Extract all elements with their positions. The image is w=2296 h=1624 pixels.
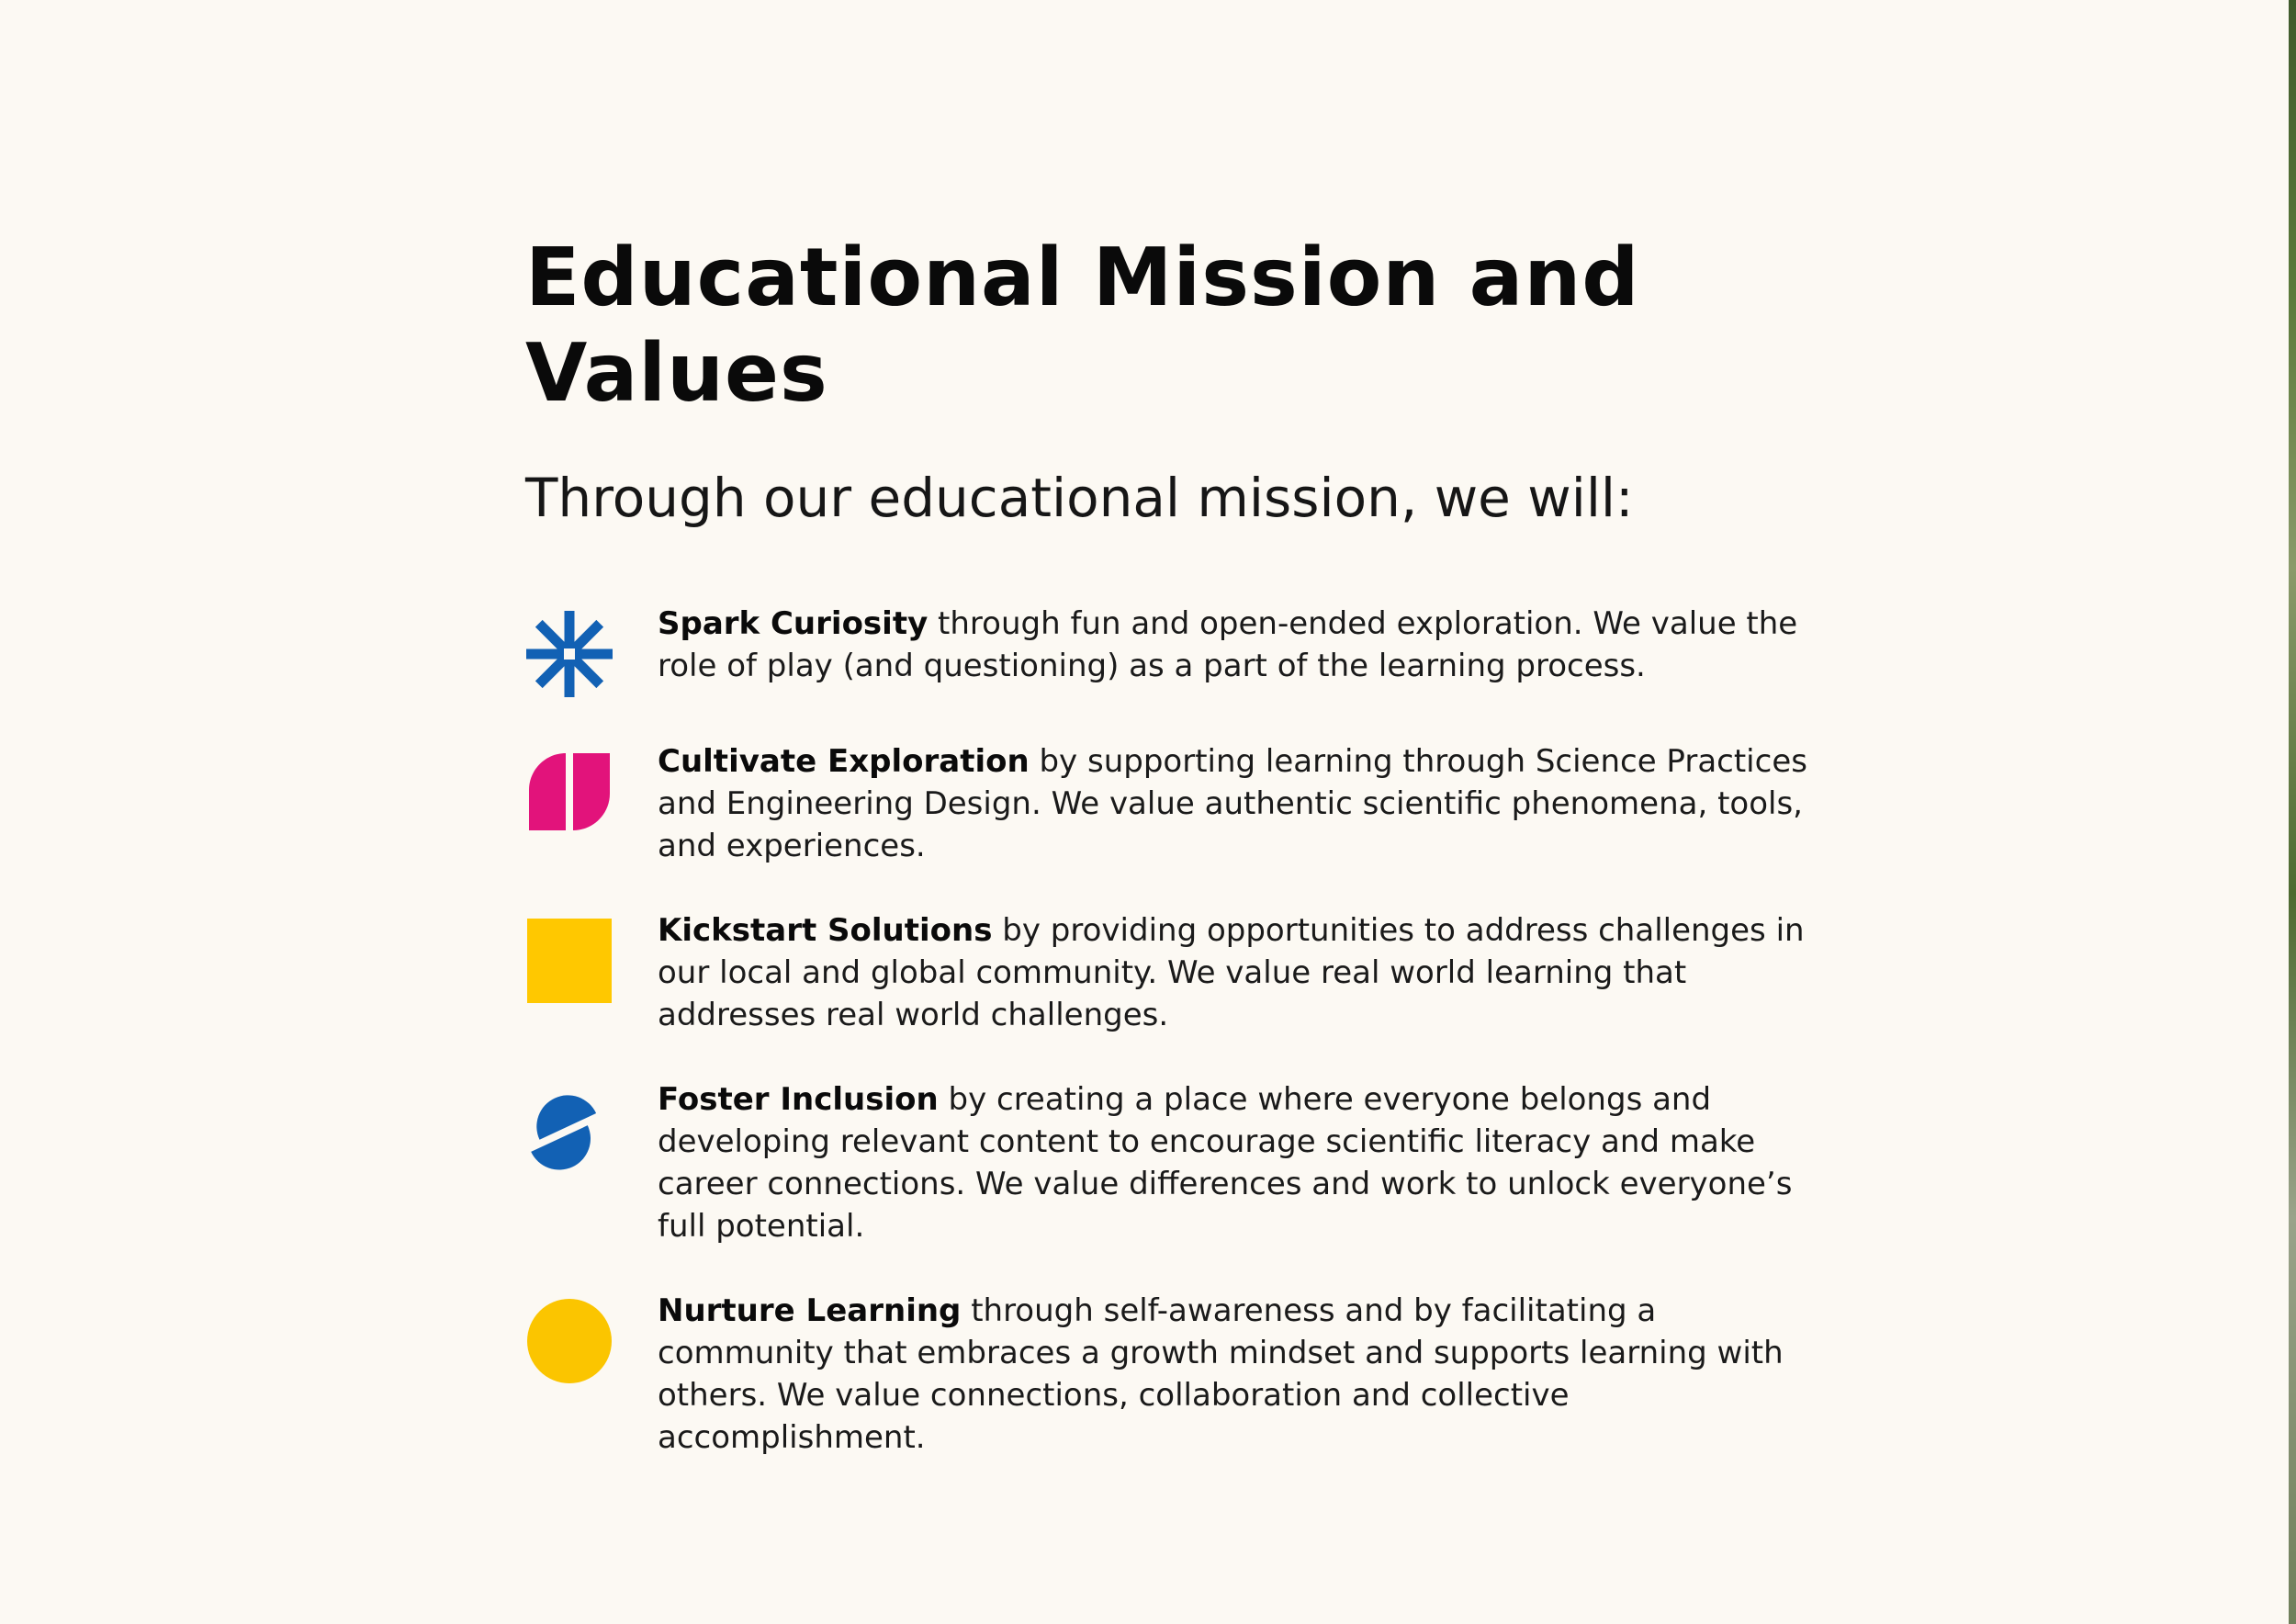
value-title: Nurture Learning <box>658 1292 962 1329</box>
asterisk-icon <box>525 610 613 698</box>
page-title: Educational Mission and Values <box>525 231 1640 420</box>
value-description: by creating a place where everyone belongs and developing relevant content to encourage scientific literacy and make career connections. We value differences and work to unlock everyone’s full potential. <box>658 1081 1793 1245</box>
value-item-cultivate-exploration <box>525 740 1811 867</box>
value-text <box>658 740 1815 867</box>
value-description: through fun and open-ended exploration. We value the role of play (and questioning) as a part of the learning process. <box>658 605 1798 684</box>
value-description: through self-awareness and by facilitating a community that embraces a growth mindset and supports learning with others. We value connections, collaboration and collective accomplishment. <box>658 1292 1784 1456</box>
split-s-icon <box>525 1086 613 1174</box>
mission-content <box>525 230 1811 1501</box>
value-text <box>658 603 1815 687</box>
value-title: Kickstart Solutions <box>658 912 993 949</box>
value-description: by supporting learning through Science Practices and Engineering Design. We value authentic scientific phenomena, tools, and experiences. <box>658 743 1807 864</box>
value-item-kickstart-solutions <box>525 909 1811 1036</box>
value-text <box>658 909 1815 1036</box>
value-text <box>658 1290 1815 1459</box>
value-item-spark-curiosity <box>525 603 1811 698</box>
value-item-nurture-learning <box>525 1290 1811 1459</box>
value-title: Cultivate Exploration <box>658 743 1030 780</box>
value-item-foster-inclusion <box>525 1078 1811 1247</box>
value-text <box>658 1078 1815 1247</box>
value-title: Foster Inclusion <box>658 1081 939 1118</box>
lead-text: Through our educational mission, we will: <box>525 467 1634 529</box>
values-list <box>525 603 1811 1459</box>
value-description: by providing opportunities to address challenges in our local and global community. We value real world learning that addresses real world challenges. <box>658 912 1805 1033</box>
value-title: Spark Curiosity <box>658 605 929 642</box>
split-leaf-icon <box>525 748 613 836</box>
square-icon <box>525 917 613 1005</box>
photo-edge-strip <box>2289 0 2296 1624</box>
circle-icon <box>525 1297 613 1385</box>
